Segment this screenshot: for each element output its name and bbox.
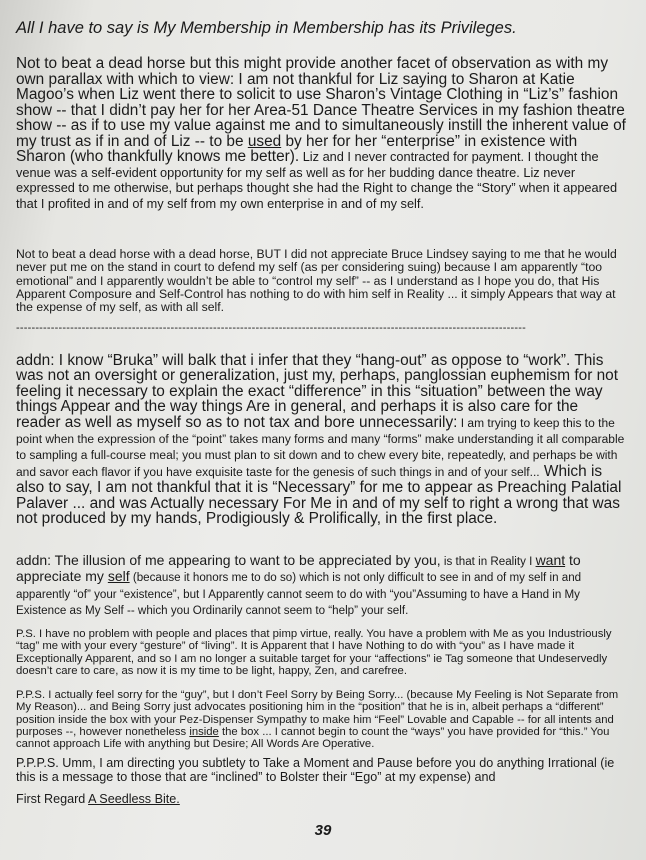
underlined-word-self: self — [107, 568, 130, 585]
addn-illusion-small-1: is that in Reality I — [440, 555, 536, 568]
paragraph-liz — [16, 56, 626, 211]
addn-bruka-small-text: I am trying to keep this to the point when the expression of the “point” takes many forms and many “forms” make understanding it all comparable to sampling a full-course meal; you must plan to sit down and to chew every bite, repeatedly, and perhaps be with and savor each flavor if you have exquisite taste for the genesis of such things in and of your self... — [16, 415, 625, 479]
pps-text: P.P.S. I actually feel sorry for the “guy”, but I don’t Feel Sorry by Being Sorry... (because My Feeling is Not Separate from My Reason)... and Being Sorry just advocates positioning him in the “position” that he is in, albeit perhaps a “different” position inside the box with your Pez-Dispenser Sympathy to make him “Feel” Lovable and Capable -- for all intents and purposes --, however nonetheless — [16, 689, 619, 738]
addn-bruka-text: addn: I know “Bruka” will balk that i infer that they “hang-out” as oppose to “work”. This was not an oversight or generalization, just my, perhaps, panglossian euphemism for not feeling it necessary to explain the exact “difference” in this “situation” between the way things Appear and the way things Are in general, and perhaps it is also care for the reader as well as myself so as to not tax and bore unnecessarily: — [16, 352, 618, 431]
addn-bruka-text-cont: Which is also to say, I am not thankful that it is “Necessary” for me to appear as Preaching Palatial Palaver ... and was Actually necessary For Me in and of my self to right a wrong that was not produced by my hands, Prodigiously & Prolifically, in the first place. — [16, 462, 622, 528]
paragraph-liz-text-cont: by her for her “enterprise” in existence with Sharon (who thankfully knows me better). — [16, 132, 578, 165]
paragraph-liz-text: Not to beat a dead horse but this might provide another facet of observation as with my own parallax with which to view: I am not thankful for Liz saying to Sharon at Katie Magoo’s when Liz went there to solicit to use Sharon’s Vintage Clothing in “Liz’s” fashion show -- that I didn’t pay her for her Area-51 Dance Theatre Services in my fashion theatre show -- as if to use my value against me and to simultaneously instill the inherent value of my trust as if in and of Liz -- to be — [16, 55, 626, 150]
pps-text-cont: the box ... I cannot begin to count the “ways” you have provided for “this.” You cannot approach Life with anything but Desire; All Words Are Operative. — [16, 725, 610, 751]
paragraph-liz-small-text: Liz and I never contracted for payment. I thought the venue was a self-evident opportunity for my self as well as for her budding dance theatre. Liz never expressed to me otherwise, but perhaps thought she had the Right to change the “Story” when it appeared that I profited in and of my self from my own enterprise in and of my self. — [16, 149, 618, 211]
paragraph-ps: P.S. I have no problem with people and places that pimp virtue, really. You have a problem with Me as you Industriously “tag” me with your every “gesture” of “living”. It is Apparent that I have Nothing to do with “you” as I have made it Exceptionally Apparent, and so I am no longer a suitable target for your “affections” ie Tag someone that Undeservedly doesn’t care to care, as now it is my time to be light, happy, Zen, and carefree. — [16, 628, 612, 677]
page-number: 39 — [314, 822, 332, 839]
first-regard-text: First Regard — [16, 792, 89, 806]
page-heading: All I have to say is My Membership in Membership has its Privileges. — [16, 19, 517, 37]
seedless-bite-reference: A Seedless Bite. — [88, 792, 180, 806]
paragraph-bruce: Not to beat a dead horse with a dead horse, BUT I did not appreciate Bruce Lindsey saying to me that he would never put me on the stand in court to defend my self (as per considering suing) because I am apparently “too emotional” and I apparently wouldn’t be able to “control my self” -- as I understand as I hope you do, that His Apparent Composure and Self-Control has nothing to do with him self in Reality ... it simply Appears that way at the expense of my self, as with all self. — [16, 247, 617, 315]
underlined-word-inside: inside — [189, 725, 219, 738]
underlined-word-used: used — [247, 132, 282, 150]
paragraph-ppps: P.P.P.S. Umm, I am directing you subtlety to Take a Moment and Pause before you do anything Irrational (ie this is a message to those that are “inclined” to Bolster their “Ego” at my expense) and — [16, 756, 615, 785]
dashed-divider: ------------------------------------------------------------------------------------------------------------------------------------ — [16, 322, 526, 334]
paragraph-pps — [16, 689, 626, 750]
addn-illusion-text: addn: The illusion of me appearing to want to be appreciated by you, — [16, 552, 441, 568]
underlined-word-want: want — [535, 552, 566, 568]
paragraph-first-regard — [16, 792, 626, 806]
addn-illusion-text-2: to appreciate my — [16, 552, 581, 585]
addn-illusion-small-3: (because it honors me to do so) which is not only difficult to see in and of my self in and apparently “of” your “existence”, but I Apparently cannot seem to do with “you”Assuming to have a Hand in My Existence as My Self -- which you Ordinarily cannot seem to “help” your self. — [16, 571, 582, 618]
paragraph-addn-bruka — [16, 353, 626, 526]
paragraph-addn-illusion — [16, 553, 626, 619]
